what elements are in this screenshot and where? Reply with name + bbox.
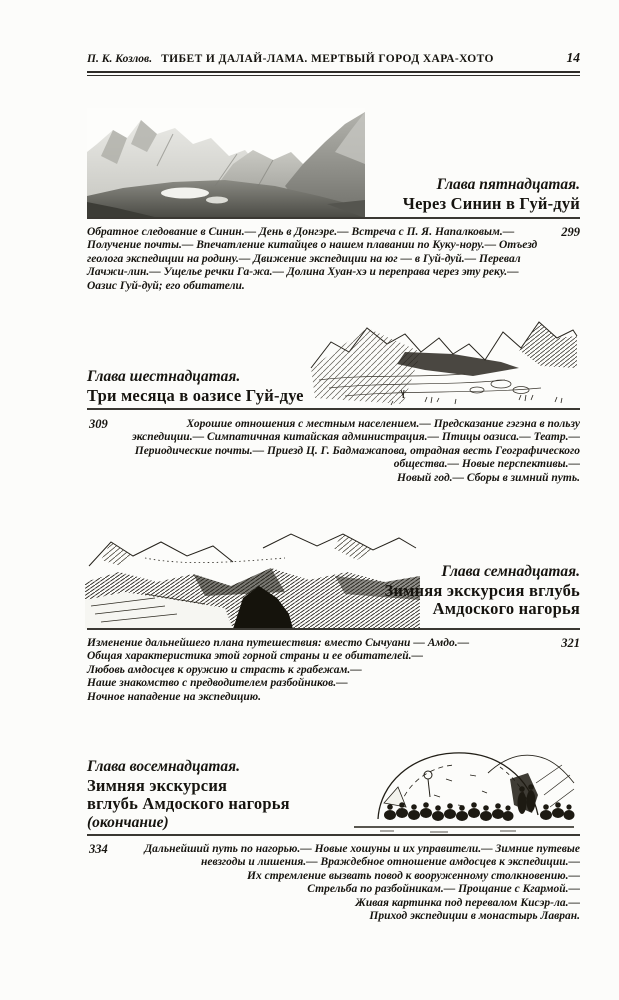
chapter-18-title-note: (окончание) [87, 813, 169, 831]
summary-line: Обратное следование в Синин.— День в Донгэре.— Встреча с П. Я. Напалковым.— [87, 226, 515, 238]
chapter-16-title: Три месяца в оазисе Гуй-дуе [87, 385, 304, 405]
section-rule [87, 628, 580, 630]
chapter-17-summary [87, 637, 580, 704]
page-number: 14 [566, 50, 580, 65]
summary-line: Изменение дальнейшего плана путешествия: вместо Сычуани — Амдо.— [87, 637, 470, 649]
chapter-17-title-line-2: Амдоского нагорья [432, 599, 580, 618]
mountain-valley-sketch-illustration [305, 306, 580, 407]
chapter-16-heading [87, 368, 304, 405]
chapter-15-title: Через Синин в Гуй-дуй [402, 193, 580, 213]
highlands-sketch-illustration [85, 522, 420, 629]
chapter-18-summary [87, 843, 580, 923]
header-double-rule [87, 71, 580, 76]
summary-line: Стрельба по разбойникам.— Прощание с Кгармой.— [307, 883, 580, 896]
running-header [87, 50, 580, 66]
summary-line: Ночное нападение на экспедицию. [87, 690, 262, 703]
summary-line: невзгоды и лишения.— Враждебное отношение амдосцев к экспедиции.— [200, 856, 580, 869]
summary-line: Наше знакомство с предводителем разбойников.— [87, 677, 348, 690]
summary-line: Любовь амдосцев к оружию и страсть к грабежам.— [87, 663, 362, 676]
chapter-17-title-line-1: Зимняя экскурсия вглубь [384, 580, 580, 600]
chapter-15-summary [87, 226, 580, 293]
yurt-camp-sketch-illustration [350, 739, 578, 835]
summary-line: геолога экспедиции на родину.— Движение экспедиции на юг — в Гуй-дуй.— Перевал [87, 252, 521, 265]
summary-line: Получение почты.— Впечатление китайцев о нашем плавании по Куку-нору.— Отъезд [87, 239, 538, 252]
section-rule [87, 408, 580, 410]
summary-line: Хорошие отношения с местным населением.— Предсказание гэгэна в пользу [186, 418, 580, 430]
summary-line: общества.— Новые перспективы.— [393, 458, 580, 471]
chapter-17-label: Глава семнадцатая. [441, 563, 580, 580]
summary-line: Их стремление вызвать повод к вооруженному столкновению.— [247, 869, 580, 882]
chapter-18-heading [87, 758, 290, 832]
chapter-15-heading [403, 176, 580, 213]
chapter-17-page-ref: 321 [561, 636, 580, 650]
summary-line: Лачжи-лин.— Ущелье речки Га-жа.— Долина Хуан-хэ и переправа через эту реку.— [87, 266, 519, 279]
mountain-lake-photo-illustration [87, 108, 365, 218]
summary-line: экспедиции.— Симпатичная китайская администрация.— Птицы оазиса.— Театр.— [131, 431, 580, 444]
seated-people-group [384, 784, 575, 821]
section-rule [87, 217, 580, 219]
summary-line: Приход экспедиции в монастырь Лавран. [369, 910, 580, 923]
chapter-16-page-ref: 309 [89, 417, 108, 431]
chapter-15-label: Глава пятнадцатая. [436, 176, 580, 193]
section-rule [87, 834, 580, 836]
running-header-author: П. К. Козлов. [87, 53, 153, 65]
summary-line: Живая картинка под перевалом Кисэр-ла.— [355, 896, 580, 909]
chapter-16-summary [87, 418, 580, 485]
running-header-book-title: ТИБЕТ И ДАЛАЙ-ЛАМА. МЕРТВЫЙ ГОРОД ХАРА-ХОТО [161, 53, 494, 65]
chapter-18-label: Глава восемнадцатая. [87, 758, 241, 775]
chapter-18-page-ref: 334 [89, 842, 108, 856]
chapter-18-title-line-1: Зимняя экскурсия [87, 775, 228, 795]
summary-line: Новый год.— Сборы в зимний путь. [397, 471, 580, 484]
summary-line: Общая характеристика этой горной страны и ее обитателей.— [87, 650, 424, 663]
chapter-15-page-ref: 299 [561, 225, 580, 239]
chapter-17-heading [384, 563, 580, 619]
chapter-18-title-line-2: вглубь Амдоского нагорья [87, 794, 290, 813]
summary-line: Оазис Гуй-дуй; его обитатели. [87, 279, 245, 292]
summary-line: Периодические почты.— Приезд Ц. Г. Бадмажапова, отрадная весть Географического [134, 444, 580, 457]
chapter-16-label: Глава шестнадцатая. [87, 368, 241, 385]
summary-line: Дальнейший путь по нагорью.— Новые хошуны и их управители.— Зимние путевые [144, 843, 580, 855]
